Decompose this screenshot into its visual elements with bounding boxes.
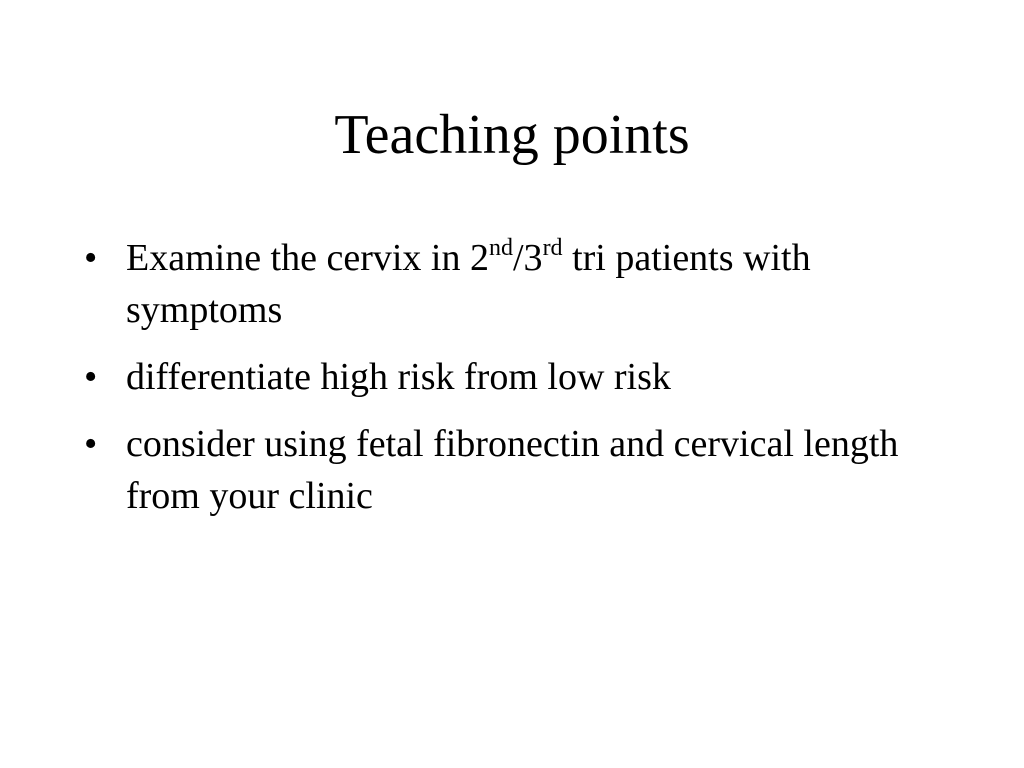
- bullet-item-fetal-fibronectin: [84, 418, 944, 522]
- bullet-item-examine-cervix: [84, 232, 944, 336]
- bullet-text-3: consider using fetal fibronectin and cervical length from your clinic: [126, 423, 899, 517]
- bullet-text-1-part-1: Examine the cervix in 2: [126, 237, 489, 279]
- bullet-icon: •: [84, 237, 98, 279]
- bullet-text-1-part-2: /3: [513, 237, 543, 279]
- bullet-text-1-part-3: tri patients with symptoms: [126, 237, 811, 331]
- ordinal-suffix-nd: nd: [489, 235, 513, 261]
- slide-title: Teaching points: [334, 104, 690, 166]
- bullet-icon: •: [84, 423, 98, 465]
- bullet-text-2: differentiate high risk from low risk: [126, 356, 671, 398]
- bullet-icon: •: [84, 356, 98, 398]
- bullet-list: [84, 232, 944, 537]
- ordinal-suffix-rd: rd: [542, 235, 563, 261]
- bullet-item-differentiate-risk: [84, 351, 944, 403]
